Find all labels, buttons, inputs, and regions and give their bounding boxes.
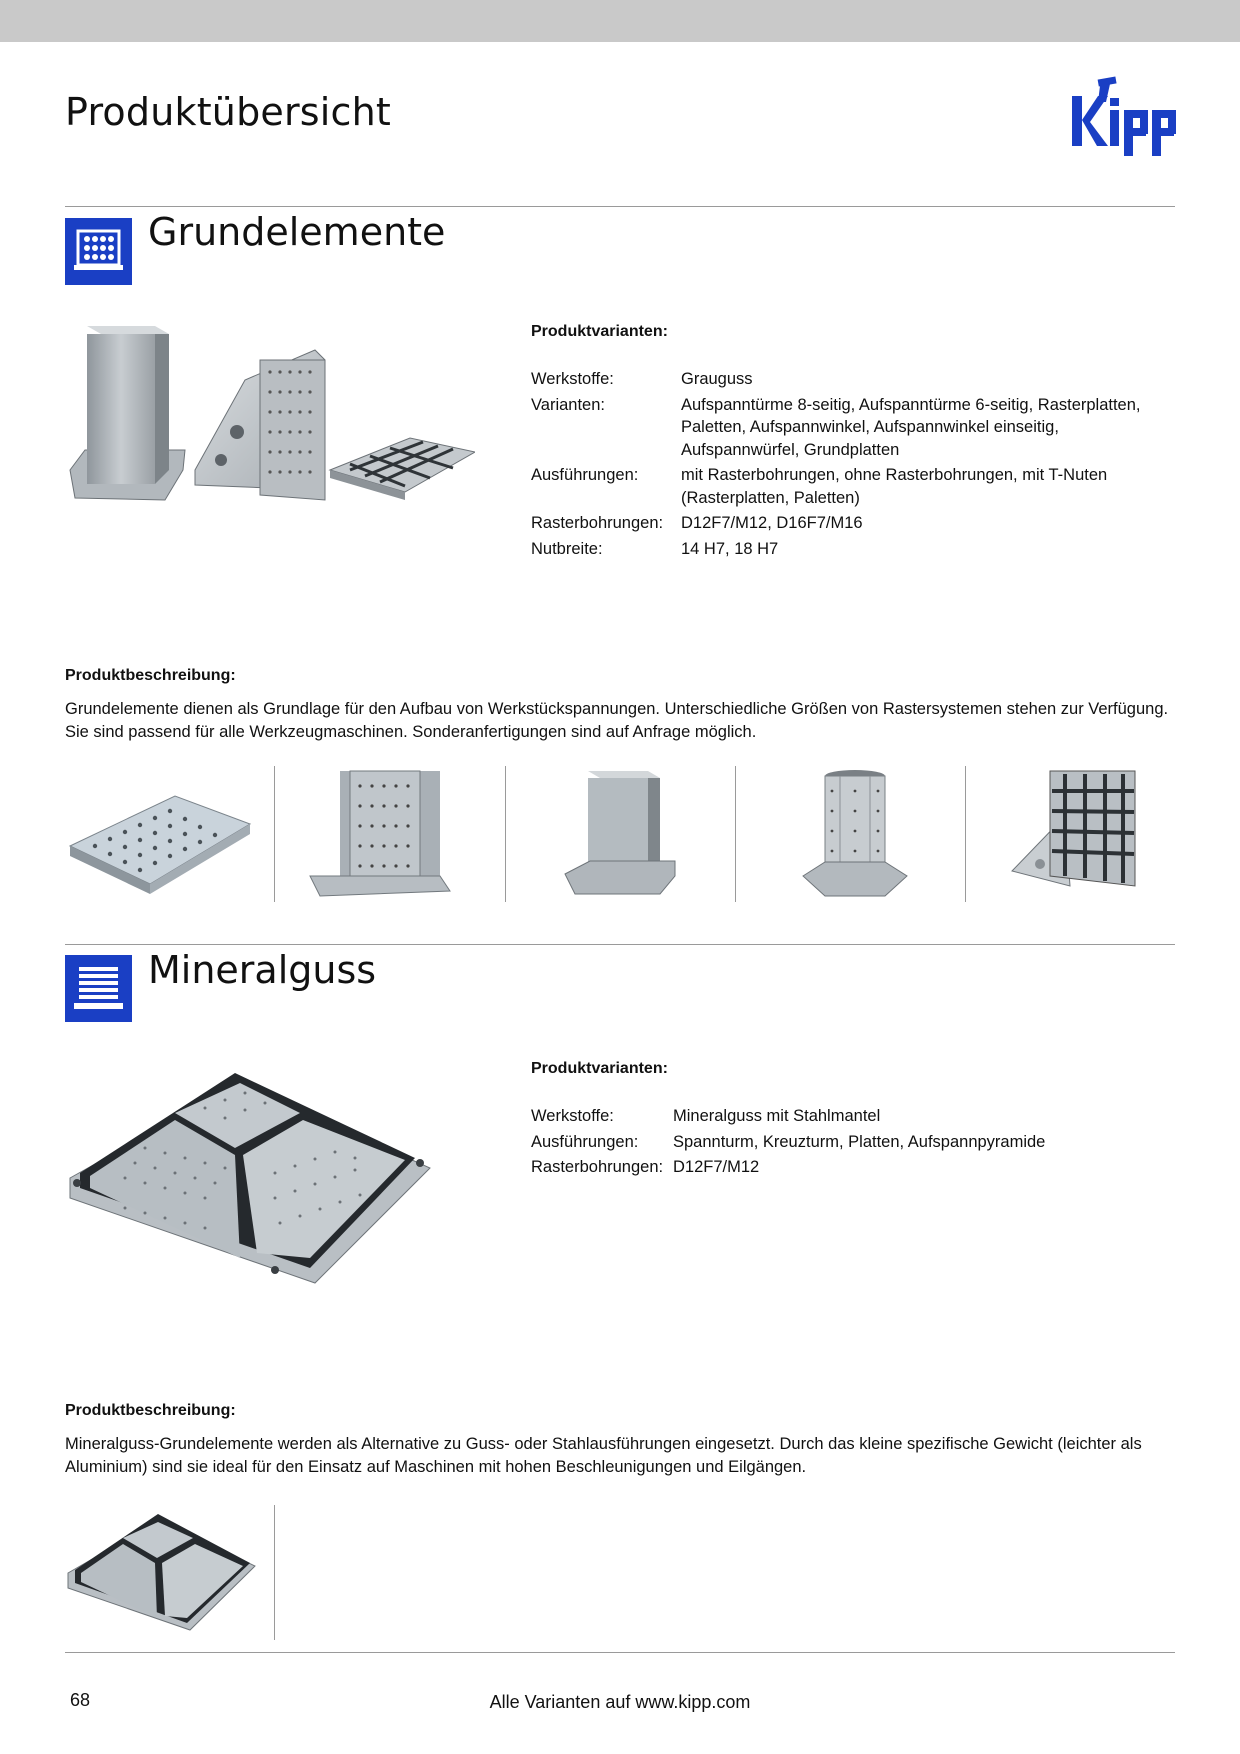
spec-value: Aufspanntürme 8-seitig, Aufspanntürme 6-seitig, Rasterplatten, Paletten, Aufspannwinkel, Aufspannwinkel einseitig, Aufspannwürfel, Grundplatten: [681, 395, 1141, 459]
spec-row: [531, 464, 1161, 509]
spec-table: [531, 368, 1161, 563]
section-divider: [65, 206, 1175, 207]
thumbnail-divider: [965, 766, 966, 902]
spec-row: [531, 368, 1161, 391]
section-title: Grundelemente: [148, 210, 446, 254]
spec-row: [531, 1131, 1153, 1154]
thumbnail-octagonal-tower[interactable]: [795, 766, 915, 902]
footer-link[interactable]: Alle Varianten auf www.kipp.com: [489, 1692, 751, 1712]
spec-row: [531, 1156, 1153, 1179]
spec-value: Grauguss: [681, 370, 753, 388]
spec-value: D12F7/M12: [673, 1158, 760, 1176]
page-title: Produktübersicht: [65, 90, 392, 134]
spec-value: mit Rasterbohrungen, ohne Rasterbohrungen, mit T-Nuten (Rasterplatten, Paletten): [681, 466, 1108, 507]
page-number: 68: [70, 1690, 91, 1710]
spec-value: 14 H7, 18 H7: [681, 539, 779, 558]
spec-key: Varianten:: [531, 395, 605, 414]
thumbnail-clamping-tower[interactable]: [560, 766, 690, 902]
spec-key: Ausführungen:: [531, 466, 639, 484]
spec-row: [531, 1105, 1153, 1128]
top-bar: [0, 0, 1240, 42]
product-description: Mineralguss-Grundelemente werden als Alternative zu Guss- oder Stahlausführungen eingesetzt. Durch das kleine spezifische Gewicht (leichter als Aluminium) sind sie ideal für den Einsatz auf Maschinen mit hohen Beschleunigungen und Eilgängen.: [65, 1435, 1142, 1476]
spec-key: Werkstoffe:: [531, 370, 614, 388]
spec-table: [531, 1105, 1153, 1182]
description-heading: Produktbeschreibung:: [65, 667, 236, 684]
product-image-mineralguss: [65, 1058, 435, 1290]
description-heading: Produktbeschreibung:: [65, 1402, 236, 1419]
section-divider: [65, 944, 1175, 945]
spec-key: Nutbreite:: [531, 539, 603, 558]
thumbnail-divider: [735, 766, 736, 902]
thumbnail-clamping-pyramid[interactable]: [65, 1508, 260, 1636]
spec-value: Mineralguss mit Stahlmantel: [673, 1107, 881, 1125]
spec-row: [531, 538, 1161, 561]
thumbnail-grid-cube[interactable]: [290, 766, 460, 902]
spec-value: Spannturm, Kreuzturm, Platten, Aufspannpyramide: [673, 1132, 1046, 1151]
product-image-grundelemente: [65, 320, 475, 510]
thumbnail-divider: [274, 766, 275, 902]
thumbnail-divider: [274, 1505, 275, 1640]
grid-plate-icon: [65, 218, 132, 285]
product-description: Grundelemente dienen als Grundlage für den Aufbau von Werkstückspannungen. Unterschiedliche Größen von Rastersystemen stehen zur Verfügung. Sie sind passend für alle Werkzeugmaschinen. Sonderanfertigungen sind auf Anfrage möglich.: [65, 700, 1169, 741]
variants-heading: Produktvarianten:: [531, 323, 668, 340]
spec-row: [531, 394, 1161, 462]
spec-value: D12F7/M12, D16F7/M16: [681, 514, 863, 532]
variants-heading: Produktvarianten:: [531, 1060, 668, 1077]
thumbnail-grid-plate[interactable]: [65, 766, 260, 902]
footer-divider: [65, 1652, 1175, 1653]
spec-key: Werkstoffe:: [531, 1107, 614, 1125]
spec-key: Ausführungen:: [531, 1132, 639, 1151]
spec-row: [531, 512, 1161, 535]
layered-stack-icon: [65, 955, 132, 1022]
spec-key: Rasterbohrungen:: [531, 514, 664, 532]
spec-key: Rasterbohrungen:: [531, 1158, 664, 1176]
kipp-logo: [1070, 72, 1190, 168]
thumbnail-divider: [505, 766, 506, 902]
thumbnail-t-slot-angle[interactable]: [1010, 766, 1145, 902]
section-title: Mineralguss: [148, 948, 377, 992]
